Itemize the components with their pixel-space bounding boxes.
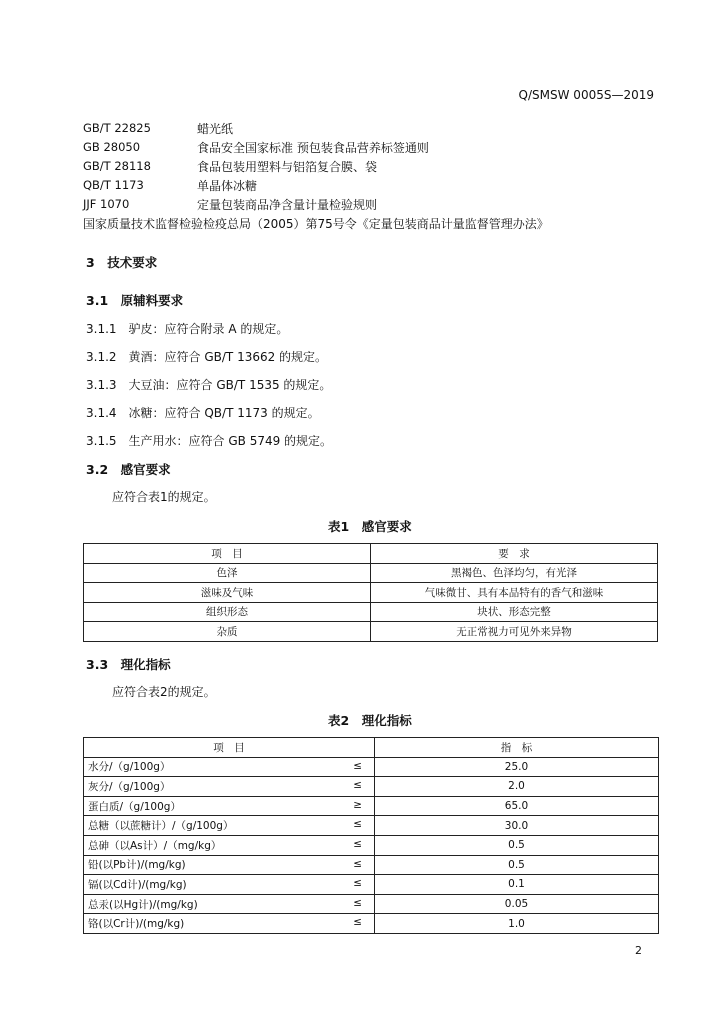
clause-item: 3.1.2 黄酒：应符合 GB/T 13662 的规定。	[86, 350, 328, 364]
standard-number: Q/SMSW 0005S—2019	[518, 88, 654, 102]
table-cell	[84, 796, 375, 816]
item-name: 总糖（以蔗糖计）/（g/100g）	[88, 820, 234, 833]
clause-item: 3.1.5 生产用水：应符合 GB 5749 的规定。	[86, 434, 333, 448]
table-cell: 黑褐色、色泽均匀，有光泽	[371, 563, 658, 583]
table-cell: 25.0	[375, 757, 659, 777]
table-header: 指 标	[375, 738, 659, 758]
reference-name: 食品包装用塑料与铝箔复合膜、袋	[197, 160, 378, 174]
operator: ≤	[353, 818, 362, 831]
reference-code: GB 28050	[83, 140, 141, 154]
table-header-row	[84, 544, 658, 564]
reference-code: GB/T 22825	[83, 121, 151, 135]
table-cell	[84, 816, 375, 836]
reference-note: 国家质量技术监督检验检疫总局（2005）第75号令《定量包装商品计量监督管理办法》	[83, 217, 549, 231]
table-row	[84, 914, 659, 934]
table-cell: 0.1	[375, 875, 659, 895]
reference-name: 蜡光纸	[197, 122, 234, 136]
table-caption: 表2 理化指标	[328, 713, 412, 728]
table-cell: 2.0	[375, 777, 659, 797]
reference-code: JJF 1070	[83, 197, 130, 211]
operator: ≤	[353, 916, 362, 929]
reference-name: 定量包装商品净含量计量检验规则	[197, 198, 378, 212]
clause-item: 3.1.4 冰糖：应符合 QB/T 1173 的规定。	[86, 406, 320, 420]
item-name: 铅(以Pb计)/(mg/kg)	[88, 859, 186, 872]
page-number: 2	[635, 944, 642, 957]
table-row	[84, 816, 659, 836]
table-cell: 杂质	[84, 622, 371, 642]
table-cell: 滋味及气味	[84, 583, 371, 603]
table-cell: 1.0	[375, 914, 659, 934]
table-cell: 无正常视力可见外来异物	[371, 622, 658, 642]
table-header: 项 目	[84, 544, 371, 564]
table-row	[84, 777, 659, 797]
paragraph: 应符合表1的规定。	[112, 490, 216, 504]
operator: ≤	[353, 857, 362, 870]
table-cell: 0.05	[375, 894, 659, 914]
table-cell: 30.0	[375, 816, 659, 836]
table-header-row	[84, 738, 659, 758]
table-cell: 0.5	[375, 855, 659, 875]
table-cell: 气味微甘、具有本品特有的香气和滋味	[371, 583, 658, 603]
table-cell: 块状、形态完整	[371, 602, 658, 622]
clause-item: 3.1.1 驴皮：应符合附录 A 的规定。	[86, 322, 289, 336]
table-cell	[84, 777, 375, 797]
operator: ≤	[353, 759, 362, 772]
reference-code: QB/T 1173	[83, 178, 144, 192]
table-row	[84, 835, 659, 855]
reference-name: 食品安全国家标准 预包装食品营养标签通则	[197, 141, 429, 155]
sensory-table	[83, 543, 658, 642]
operator: ≤	[353, 779, 362, 792]
item-name: 总砷（以As计）/（mg/kg）	[88, 839, 222, 852]
table-cell: 0.5	[375, 835, 659, 855]
section-heading: 3.2 感官要求	[86, 462, 171, 477]
table-cell	[84, 914, 375, 934]
operator: ≤	[353, 877, 362, 890]
table-cell	[84, 855, 375, 875]
paragraph: 应符合表2的规定。	[112, 685, 216, 699]
table-header: 要 求	[371, 544, 658, 564]
reference-name: 单晶体冰糖	[197, 179, 258, 193]
table-row	[84, 875, 659, 895]
item-name: 蛋白质/（g/100g）	[88, 800, 181, 813]
table-header: 项 目	[84, 738, 375, 758]
section-heading: 3.1 原辅料要求	[86, 293, 184, 308]
table-row	[84, 855, 659, 875]
physicochemical-table	[83, 737, 659, 934]
table-cell: 65.0	[375, 796, 659, 816]
table-row	[84, 757, 659, 777]
reference-code: GB/T 28118	[83, 159, 151, 173]
table-row	[84, 563, 658, 583]
operator: ≤	[353, 837, 362, 850]
section-heading: 3 技术要求	[86, 255, 158, 270]
table-cell: 组织形态	[84, 602, 371, 622]
item-name: 镉(以Cd计)/(mg/kg)	[88, 878, 187, 891]
table-row	[84, 622, 658, 642]
table-cell	[84, 835, 375, 855]
table-row	[84, 796, 659, 816]
item-name: 水分/（g/100g）	[88, 761, 171, 774]
section-heading: 3.3 理化指标	[86, 657, 171, 672]
table-cell	[84, 894, 375, 914]
table-cell	[84, 757, 375, 777]
table-row	[84, 583, 658, 603]
item-name: 灰分/（g/100g）	[88, 780, 171, 793]
item-name: 铬(以Cr计)/(mg/kg)	[88, 918, 185, 931]
operator: ≥	[353, 798, 362, 811]
clause-item: 3.1.3 大豆油：应符合 GB/T 1535 的规定。	[86, 378, 332, 392]
table-caption: 表1 感官要求	[328, 519, 412, 534]
table-row	[84, 602, 658, 622]
operator: ≤	[353, 896, 362, 909]
table-cell: 色泽	[84, 563, 371, 583]
table-cell	[84, 875, 375, 895]
table-row	[84, 894, 659, 914]
item-name: 总汞(以Hg计)/(mg/kg)	[88, 898, 198, 911]
